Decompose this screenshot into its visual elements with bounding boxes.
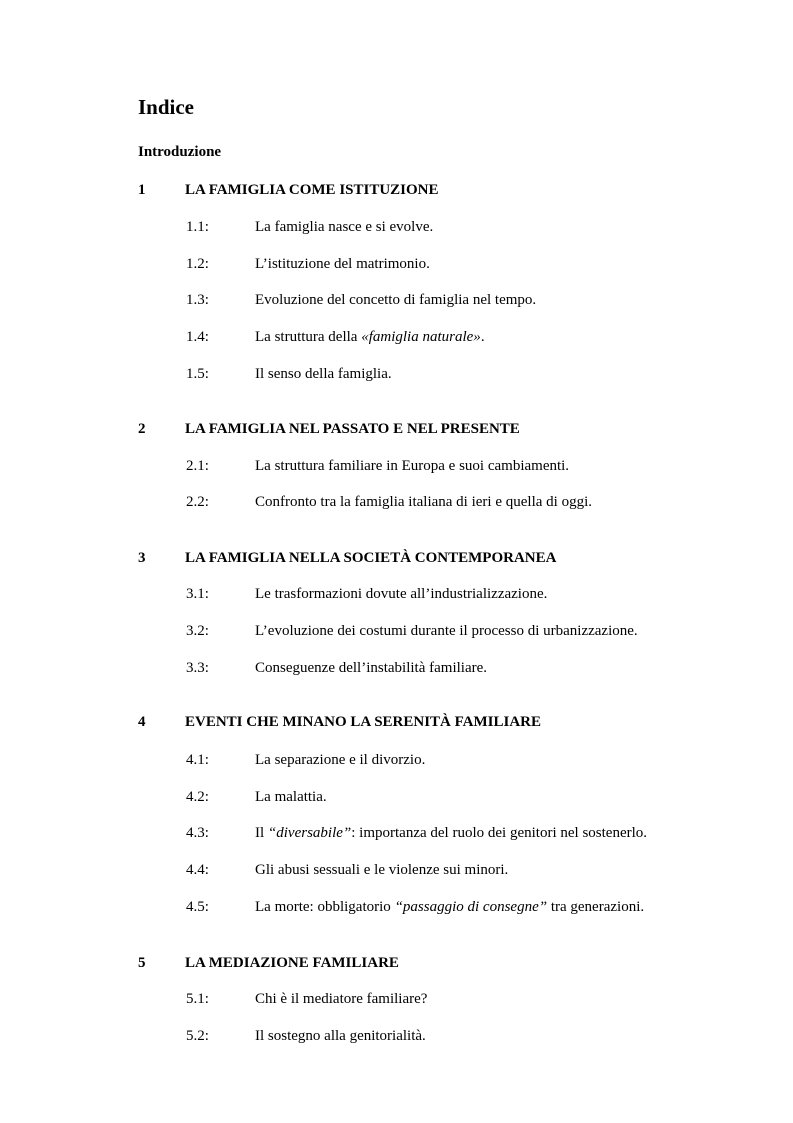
section-title-text: . xyxy=(480,329,485,345)
section-title-italic: “passaggio di consegne” xyxy=(394,899,548,915)
section-number: 2.1: xyxy=(186,458,209,474)
section-title-text: tra generazioni. xyxy=(547,899,645,915)
section-number: 1.1: xyxy=(186,219,209,235)
section-number: 4.4: xyxy=(186,862,209,878)
chapter-title: LA MEDIAZIONE FAMILIARE xyxy=(185,955,399,971)
chapter-title: LA FAMIGLIA NELLA SOCIETÀ CONTEMPORANEA xyxy=(185,550,557,566)
section-number: 1.3: xyxy=(186,292,209,308)
section-title: La struttura familiare in Europa e suoi cambiamenti. xyxy=(255,458,570,474)
section-number: 4.3: xyxy=(186,825,209,841)
section-title-text: La struttura della xyxy=(255,329,362,345)
chapter-title: LA FAMIGLIA NEL PASSATO E NEL PRESENTE xyxy=(185,421,520,437)
section-title xyxy=(255,328,485,346)
section-title: Chi è il mediatore familiare? xyxy=(255,991,428,1007)
section-number: 3.3: xyxy=(186,660,209,676)
section-number: 1.4: xyxy=(186,329,209,345)
section-title-italic: «famiglia naturale» xyxy=(361,329,481,345)
section-title-text: : importanza del ruolo dei genitori nel sostenerlo. xyxy=(351,825,648,841)
section-title: Le trasformazioni dovute all’industrializzazione. xyxy=(255,586,548,602)
section-number: 3.2: xyxy=(186,623,209,639)
section-number: 5.1: xyxy=(186,991,209,1007)
section-title: L’evoluzione dei costumi durante il processo di urbanizzazione. xyxy=(255,623,638,639)
chapter-number: 5 xyxy=(138,955,146,971)
section-title-italic: “diversabile” xyxy=(267,825,352,841)
section-title: L’istituzione del matrimonio. xyxy=(255,256,430,272)
section-title: La malattia. xyxy=(255,789,327,805)
section-number: 5.2: xyxy=(186,1028,209,1044)
section-number: 1.5: xyxy=(186,366,209,382)
section-title-text: Il xyxy=(255,825,268,841)
section-number: 4.1: xyxy=(186,752,209,768)
section-number: 2.2: xyxy=(186,494,209,510)
section-title: Confronto tra la famiglia italiana di ieri e quella di oggi. xyxy=(255,494,592,510)
chapter-number: 2 xyxy=(138,421,146,437)
section-title: La separazione e il divorzio. xyxy=(255,752,426,768)
section-title-text: La morte: obbligatorio xyxy=(255,899,395,915)
section-number: 4.2: xyxy=(186,789,209,805)
section-number: 4.5: xyxy=(186,899,209,915)
section-title xyxy=(255,824,647,842)
chapter-title: LA FAMIGLIA COME ISTITUZIONE xyxy=(185,182,439,198)
chapter-title: EVENTI CHE MINANO LA SERENITÀ FAMILIARE xyxy=(185,714,542,730)
section-title: Il sostegno alla genitorialità. xyxy=(255,1028,426,1044)
page-title: Indice xyxy=(138,95,195,119)
section-title: La famiglia nasce e si evolve. xyxy=(255,219,434,235)
section-number: 3.1: xyxy=(186,586,209,602)
section-title: Il senso della famiglia. xyxy=(255,366,392,382)
section-title: Evoluzione del concetto di famiglia nel tempo. xyxy=(255,292,537,308)
section-title: Gli abusi sessuali e le violenze sui minori. xyxy=(255,862,509,878)
section-title: Conseguenze dell’instabilità familiare. xyxy=(255,660,488,676)
chapter-number: 3 xyxy=(138,550,146,566)
chapter-number: 1 xyxy=(138,182,146,198)
chapter-number: 4 xyxy=(138,714,146,730)
section-title xyxy=(255,898,644,916)
intro-entry: Introduzione xyxy=(138,144,222,160)
section-number: 1.2: xyxy=(186,256,209,272)
